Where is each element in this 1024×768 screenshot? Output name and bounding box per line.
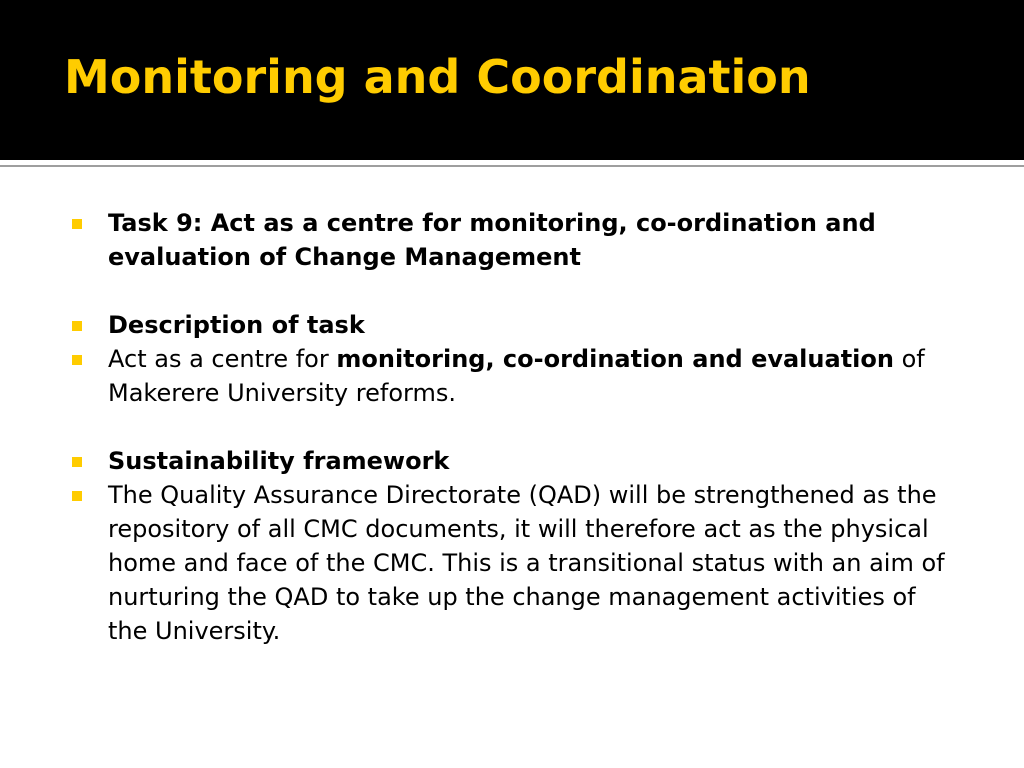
bullet-text-description-emphasis: monitoring, co-ordination and evaluation bbox=[336, 345, 894, 373]
title-separator-gap bbox=[0, 160, 1024, 163]
bullet-list bbox=[72, 206, 952, 648]
square-bullet-icon bbox=[72, 355, 82, 365]
bullet-item-sustainability bbox=[72, 478, 952, 648]
bullet-text-sustainability-heading: Sustainability framework bbox=[108, 447, 450, 475]
bullet-item-description-heading bbox=[72, 308, 952, 342]
square-bullet-icon bbox=[72, 457, 82, 467]
square-bullet-icon bbox=[72, 321, 82, 331]
title-bar bbox=[0, 0, 1024, 160]
bullet-item-task bbox=[72, 206, 952, 274]
bullet-text-description-lead: Act as a centre for bbox=[108, 345, 337, 373]
bullet-text-sustainability: The Quality Assurance Directorate (QAD) will be strengthened as the repository of all CMC documents, it will therefore act as the physical home and face of the CMC. This is a transitional status with an aim of nurturing the QAD to take up the change management activities of the University. bbox=[108, 481, 945, 645]
bullet-text-task: Task 9: Act as a centre for monitoring, co-ordination and evaluation of Change Management bbox=[108, 209, 876, 271]
spacer bbox=[72, 410, 952, 444]
square-bullet-icon bbox=[72, 491, 82, 501]
bullet-item-sustainability-heading bbox=[72, 444, 952, 478]
title-separator-line bbox=[0, 165, 1024, 167]
spacer bbox=[72, 274, 952, 308]
bullet-text-description-heading: Description of task bbox=[108, 311, 365, 339]
bullet-item-description bbox=[72, 342, 952, 410]
bullet-text-description-tail: of Makerere University reforms. bbox=[108, 345, 925, 407]
slide-title: Monitoring and Coordination bbox=[64, 50, 811, 104]
square-bullet-icon bbox=[72, 219, 82, 229]
